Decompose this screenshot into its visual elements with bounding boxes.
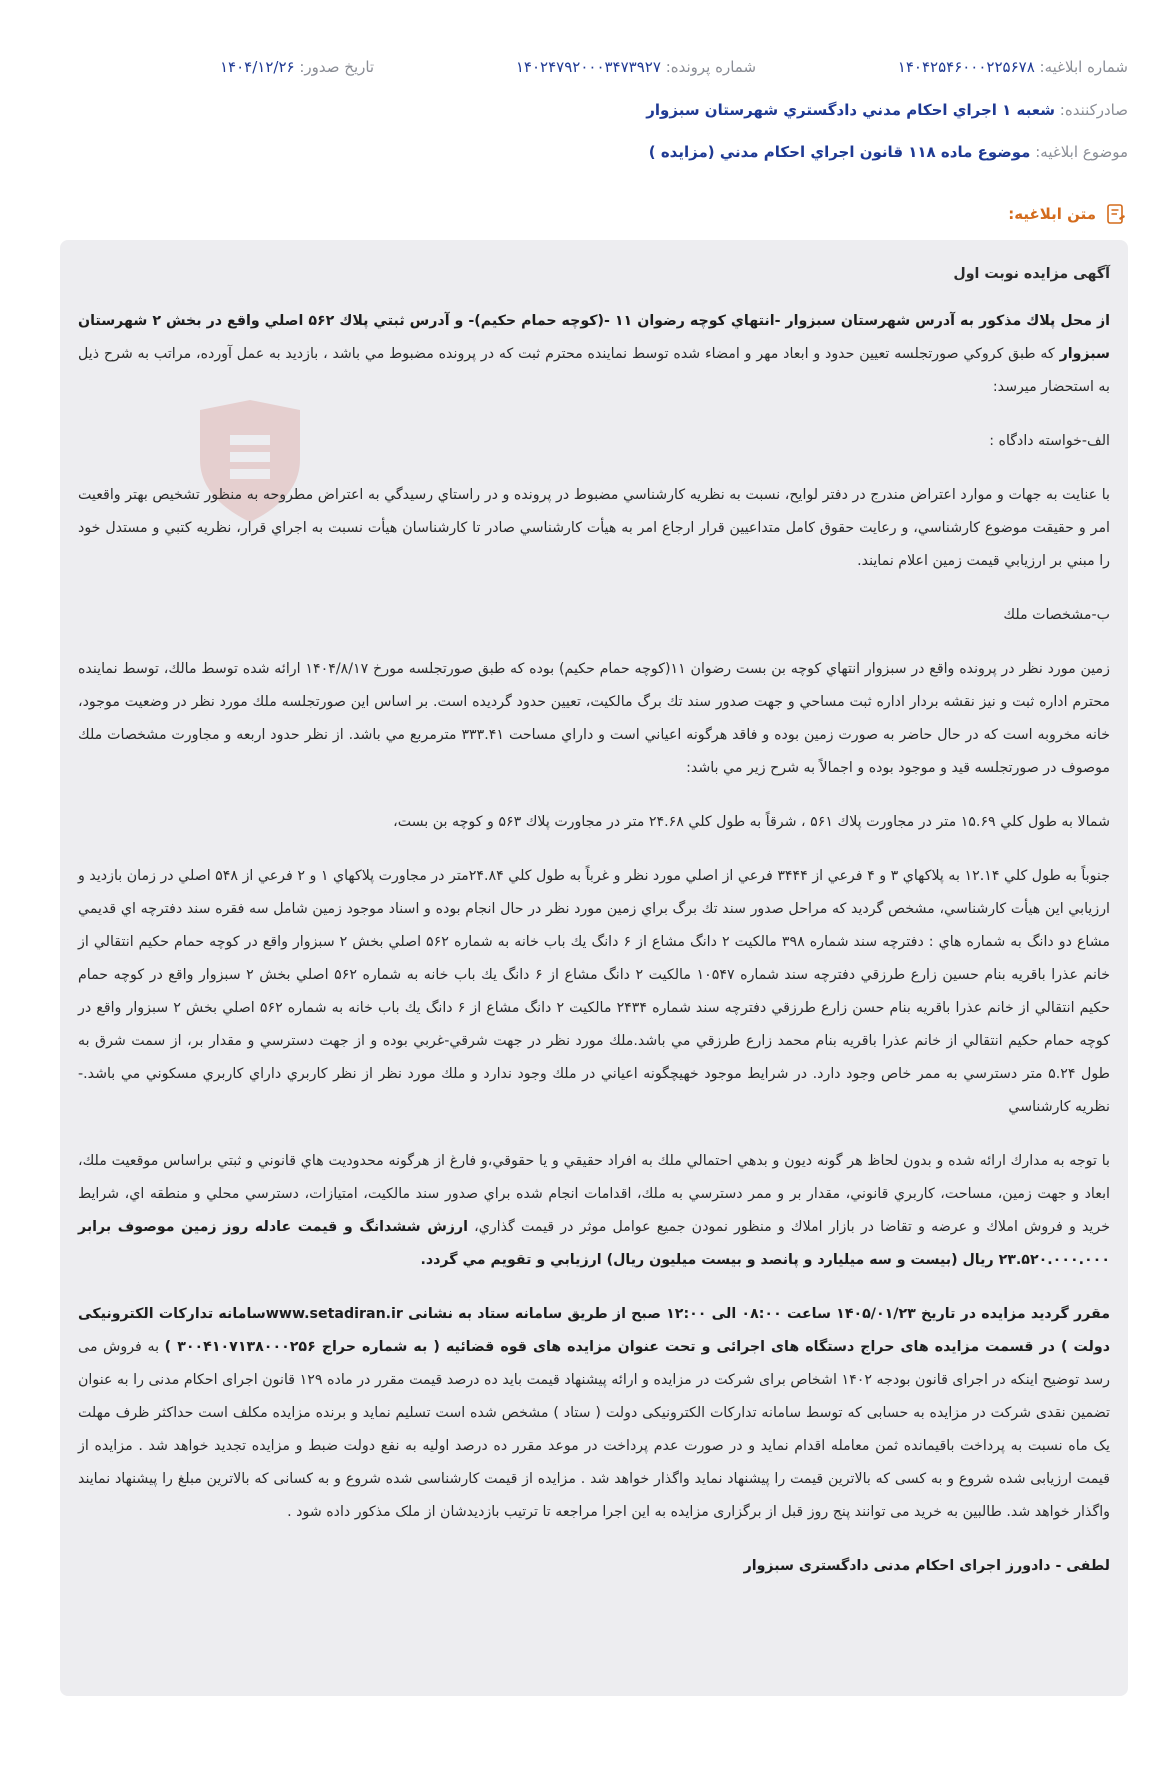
issue-date-value: ۱۴۰۴/۱۲/۲۶ — [220, 58, 295, 76]
body-paragraph-auction — [78, 1298, 1110, 1529]
issue-date — [220, 58, 374, 76]
body-paragraph-location — [78, 305, 1110, 404]
case-number-value: ۱۴۰۲۴۷۹۲۰۰۰۳۴۷۳۹۲۷ — [515, 58, 661, 76]
body-heading: آگهی مزایده نوبت اول — [953, 266, 1110, 282]
location-text: كه طبق كروكي صورتجلسه تعيين حدود و ابعاد مهر و امضاء شده توسط نماينده محترم ثبت كه در پرونده مضبوط مي باشد ، بازديد به عمل آورده، مراتب به شرح ذيل به استحضار ميرسد: — [78, 346, 1110, 395]
subject-label: موضوع ابلاغيه: — [1035, 143, 1128, 161]
header-meta-row — [220, 58, 1128, 76]
body-paragraph-property-title: ب-مشخصات ملك — [1003, 607, 1110, 623]
valuation-text: با توجه به مدارك ارائه شده و بدون لحاظ هر گونه ديون و بدهي احتمالي ملك به افراد حقيقي و يا حقوقي،و فارغ از هرگونه محدوديت هاي قانوني و ثبتي براساس موقعيت ملك، ابعاد و جهت زمين، مساحت، كاربري قانوني، مقدار بر و ممر دسترسي به ملك، اقدامات انجام شده براي صدور سند مالكيت، امتيازات، دسترسي محلي و منطقه اي، شرايط خريد و فروش املاك و عرضه و تقاضا در بازار املاك و منظور نمودن جميع عوامل موثر در قيمت گذاري، — [78, 1153, 1110, 1235]
body-paragraph-court-request-title: الف-خواسته دادگاه : — [989, 433, 1110, 449]
subject-value: موضوع ماده ۱۱۸ قانون اجراي احكام مدني (مزايده ) — [648, 143, 1031, 161]
issue-date-label: تاريخ صدور: — [299, 58, 375, 76]
signature — [78, 1550, 1110, 1583]
notice-number-value: ۱۴۰۴۲۵۴۶۰۰۰۲۲۵۶۷۸ — [897, 58, 1035, 76]
body-paragraph-valuation — [78, 1145, 1110, 1277]
issuer-row — [646, 101, 1128, 119]
subject-row — [649, 143, 1128, 161]
signature-text: لطفی - دادورز اجرای احکام مدنی دادگستری سبزوار — [743, 1558, 1110, 1574]
body-paragraph-deeds: جنوباً به طول كلي ۱۲.۱۴ به پلاكهاي ۳ و ۴ فرعي از ۳۴۴۴ فرعي از اصلي مورد نظر و غرباً به طول كلي ۲۴.۸۴متر در مجاورت پلاكهاي ۱ و ۲ فرعي از ۵۴۸ اصلي در زمان بازديد و ارزيابي اين هيأت كارشناسي، مشخص گرديد كه مراحل صدور سند تك برگ براي زمين مورد نظر در حال انجام بوده و اسناد موجود زمين شامل سه فقره سند دفترچه اي قديمي مشاع دو دانگ به شماره هاي : دفترچه سند شماره ۳۹۸ مالكيت ۲ دانگ مشاع از ۶ دانگ يك باب خانه به شماره ۵۶۲ اصلي بخش ۲ سبزوار واقع در كوچه حمام حكيم انتقالي از خانم عذرا باقريه بنام حسين زارع طرزقي دفترچه سند شماره ۱۰۵۴۷ مالكيت ۲ دانگ مشاع از ۶ دانگ يك باب خانه به شماره ۵۶۲ اصلي بخش ۲ سبزوار واقع در كوچه حمام حكيم انتقالي از خانم عذرا باقريه بنام حسن زارع طرزقي دفترچه سند شماره ۲۴۳۴ مالكيت ۲ دانگ مشاع از ۶ دانگ يك باب خانه به شماره ۵۶۲ اصلي بخش ۲ سبزوار واقع در كوچه حمام حكيم انتقالي از خانم عذرا باقريه بنام محمد زارع طرزقي مي باشد.ملك مورد نظر در جهت شرقي-غربي بوده و از جهت دسترسي و مقدار بر، از سمت شرق به طول ۵.۲۴ متر دسترسي به ممر خاص وجود دارد. در شرايط موجود خهيچگونه اعياني در ملك وجود ندارد و ملك مورد نظر از نظر كاربري داراي كاربري مسكوني مي باشد.- نظريه كارشناسي — [78, 868, 1110, 1115]
auction-text: به فروش می رسد توضیح اینکه در اجرای قانون بودجه ۱۴۰۲ اشخاص برای شرکت در مزایده و ارائه پیشنهاد قیمت باید ده درصد قیمت مقرر در ماده ۱۲۹ قانون اجرای احکام مدنی را به عنوان تضمین نقدی شرکت در مزایده به حسابی که توسط سامانه تدارکات الکترونیکی دولت ( ستاد ) مشخص شده است تسلیم نماید و برنده مزایده مکلف است حداکثر ظرف مهلت یک ماه نسبت به پرداخت باقیمانده ثمن معامله اقدام نماید و در صورت عدم پرداخت در موعد مقرر ده درصد اولیه به نفع دولت ضبط و مزایده تجدید خواهد شد . مزایده از قیمت ارزیابی شده شروع و به کسی که بالاترین قیمت را پیشنهاد نماید واگذار خواهد شد . مزایده از قیمت کارشناسی شده شروع و به کسانی که بالاترین مبلغ را پیشنهاد نمایند واگذار خواهد شد. طالبین به خرید می توانند پنج روز قبل از برگزاری مزایده به این اجرا مراجعه تا ترتیب بازدیدشان از ملک مذکور داده شود . — [78, 1339, 1110, 1520]
notice-text-title: متن ابلاغيه: — [1008, 205, 1096, 223]
case-number-label: شماره پرونده: — [665, 58, 757, 76]
valuation-bold-text: ارزش ششدانگ و قيمت عادله روز زمين موصوف برابر ۲۳.۵۲۰.۰۰۰.۰۰۰ ريال (بيست و سه ميليارد و پانصد و بيست ميليون ريال) ارزيابي و تقويم مي گردد. — [78, 1219, 1110, 1268]
notice-document-icon — [1104, 202, 1128, 226]
body-paragraph-court-request: با عنايت به جهات و موارد اعتراض مندرج در دفتر لوايح، نسبت به نظريه كارشناسي مضبوط در پرونده و در راستاي رسيدگي به اعتراض مطروحه به منظور تشخيص بهتر واقعيت امر و حقيقت موضوع كارشناسي، و رعايت حقوق كامل متداعيين قرار ارجاع امر به هيأت كارشناسي صادر تا كارشناسان هيأت نسبت به اجراي قرار، نظريه كتبي و مستدل خود را مبني بر ارزيابي قيمت زمين اعلام نمايند. — [78, 487, 1110, 569]
case-number — [516, 58, 756, 76]
body-paragraph-property: زمين مورد نظر در پرونده واقع در سبزوار انتهاي كوچه بن بست رضوان ۱۱(كوچه حمام حكيم) بوده كه طبق صورتجلسه مورخ ۱۴۰۴/۸/۱۷ ارائه شده توسط مالك، توسط نماينده محترم اداره ثبت و نيز نقشه بردار اداره ثبت مساحي و جهت صدور سند تك برگ مالكيت، تعيين حدود گرديده است. بر اساس اين صورتجلسه ملك مورد نظر در وضعيت موجود، خانه مخروبه است كه در حال حاضر به صورت زمين بوده و فاقد هرگونه اعياني است و داراي مساحت ۳۳۳.۴۱ مترمربع مي باشد. از نظر حدود اربعه و مجاورت مشخصات ملك موصوف در صورتجلسه قيد و موجود بوده و اجمالاً به شرح زير مي باشد: — [78, 661, 1110, 776]
notice-text-heading — [1008, 202, 1128, 226]
notice-body — [78, 258, 1110, 1604]
location-bold-text: از محل پلاك مذکور به آدرس شهرستان سبزوار -انتهاي كوچه رضوان ۱۱ -(كوچه حمام حكيم)- و آدرس ثبتي پلاك ۵۶۲ اصلي واقع در بخش ۲ شهرستان سبزوار — [78, 313, 1111, 362]
issuer-value: شعبه ۱ اجراي احکام مدني دادگستري شهرستان سبزوار — [646, 101, 1055, 119]
auction-bold-text: مقرر گردید مزایده در تاریخ ۱۴۰۵/۰۱/۲۳ ساعت ۰۸:۰۰ الی ۱۲:۰۰ صبح از طریق سامانه ستاد به نشانی www.setadiran.irسامانه تدارکات الکترونیکی دولت ) در قسمت مزایده های حراج دستگاه های اجرائی و تحت عنوان مزایده های قوه قضائیه ( به شماره حراج ۳۰۰۴۱۰۷۱۳۸۰۰۰۲۵۶ ) — [78, 1306, 1110, 1355]
notice-number — [898, 58, 1128, 76]
notice-number-label: شماره ابلاغيه: — [1039, 58, 1128, 76]
issuer-label: صادرکننده: — [1059, 101, 1128, 119]
body-paragraph-boundaries: شمالا به طول كلي ۱۵.۶۹ متر در مجاورت پلاك ۵۶۱ ، شرقاً به طول كلي ۲۴.۶۸ متر در مجاورت پلاك ۵۶۳ و كوچه بن بست، — [393, 814, 1110, 830]
notice-content-box — [60, 240, 1128, 1696]
